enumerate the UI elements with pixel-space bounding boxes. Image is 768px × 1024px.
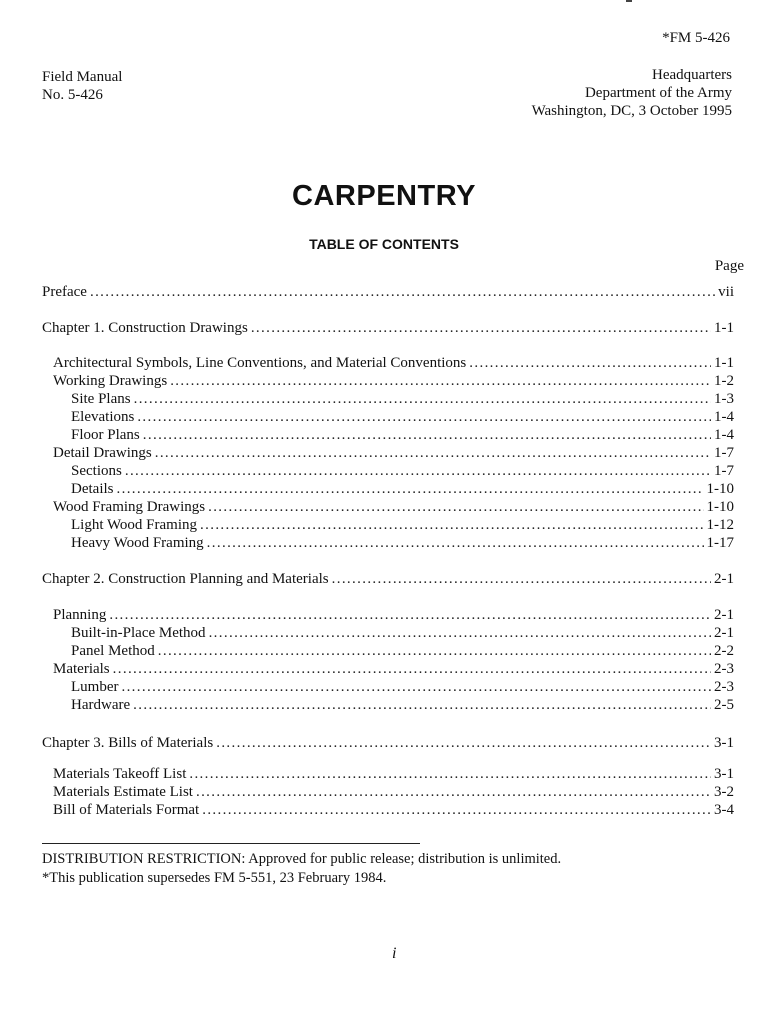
toc-entry[interactable]: [42, 462, 734, 480]
toc-entry[interactable]: [42, 319, 734, 337]
toc-entry-label: Detail Drawings: [53, 445, 152, 461]
toc-entry-label: Bill of Materials Format: [53, 802, 200, 818]
toc-entry[interactable]: [42, 283, 734, 301]
toc-entry[interactable]: [42, 660, 734, 678]
toc-entry-label: Light Wood Framing: [71, 517, 198, 533]
page-column-label: Page: [714, 258, 744, 274]
dot-leader: [137, 408, 711, 426]
toc-heading: TABLE OF CONTENTS: [309, 236, 459, 252]
toc-entry-label: Chapter 1. Construction Drawings: [42, 320, 248, 336]
toc-entry-label: Working Drawings: [53, 373, 168, 389]
toc-entry[interactable]: [42, 801, 734, 819]
dot-leader: [134, 390, 711, 408]
toc-entry-page: 2-5: [714, 697, 734, 713]
field-manual-number: No. 5-426: [42, 87, 103, 103]
toc-entry-page: 2-1: [714, 571, 734, 587]
dot-leader: [133, 696, 711, 714]
field-manual-label: Field Manual: [42, 69, 123, 85]
toc-entry[interactable]: [42, 498, 734, 516]
toc-entry[interactable]: [42, 678, 734, 696]
toc-entry-page: 1-3: [714, 391, 734, 407]
toc-entry-page: 2-3: [714, 661, 734, 677]
headquarters-label: Headquarters: [652, 67, 732, 83]
fm-number: *FM 5-426: [662, 30, 730, 46]
dot-leader: [143, 426, 711, 444]
dot-leader: [200, 516, 703, 534]
toc-entry-label: Chapter 3. Bills of Materials: [42, 735, 214, 751]
toc-entry-page: 1-17: [706, 535, 734, 551]
dot-leader: [117, 480, 704, 498]
toc-entry[interactable]: [42, 516, 734, 534]
dot-leader: [202, 801, 711, 819]
toc-entry-label: Chapter 2. Construction Planning and Materials: [42, 571, 329, 587]
page-number: i: [392, 945, 397, 962]
toc-entry-page: 2-2: [714, 643, 734, 659]
toc-entry[interactable]: [42, 570, 734, 588]
dot-leader: [158, 642, 711, 660]
toc-entry-label: Materials: [53, 661, 110, 677]
dot-leader: [189, 765, 711, 783]
location-date: Washington, DC, 3 October 1995: [531, 103, 732, 119]
toc-entry-label: Hardware: [71, 697, 131, 713]
dot-leader: [209, 624, 711, 642]
toc-entry[interactable]: [42, 408, 734, 426]
toc-entry-page: 2-1: [714, 607, 734, 623]
toc-entry[interactable]: [42, 783, 734, 801]
toc-entry[interactable]: [42, 624, 734, 642]
toc-entry-page: 2-3: [714, 679, 734, 695]
toc-entry-label: Preface: [42, 284, 87, 300]
toc-entry-page: 1-1: [714, 355, 734, 371]
department-label: Department of the Army: [584, 85, 732, 101]
toc-entry-page: 3-1: [714, 766, 734, 782]
footnote-rule: [42, 843, 420, 844]
toc-entry[interactable]: [42, 642, 734, 660]
dot-leader: [207, 534, 704, 552]
toc-entry-page: vii: [718, 284, 734, 300]
toc-entry[interactable]: [42, 534, 734, 552]
toc-entry-label: Materials Takeoff List: [53, 766, 187, 782]
toc-entry[interactable]: [42, 480, 734, 498]
dot-leader: [155, 444, 711, 462]
toc-entry[interactable]: [42, 390, 734, 408]
toc-entry[interactable]: [42, 354, 734, 372]
toc-entry-label: Panel Method: [71, 643, 155, 659]
footnote-block: [42, 850, 561, 888]
toc-entry-label: Floor Plans: [71, 427, 140, 443]
toc-entry-page: 1-12: [706, 517, 734, 533]
dot-leader: [208, 498, 703, 516]
toc-entry-label: Built-in-Place Method: [71, 625, 206, 641]
dot-leader: [196, 783, 711, 801]
toc-entry[interactable]: [42, 372, 734, 390]
dot-leader: [170, 372, 711, 390]
toc-entry-label: Sections: [71, 463, 122, 479]
toc-entry-page: 3-2: [714, 784, 734, 800]
document-title: CARPENTRY: [292, 180, 476, 212]
toc-entry-label: Elevations: [71, 409, 135, 425]
toc-entry-label: Architectural Symbols, Line Conventions, and Material Conventions: [53, 355, 467, 371]
dot-leader: [109, 606, 711, 624]
dot-leader: [121, 678, 711, 696]
toc-entry-page: 3-4: [714, 802, 734, 818]
dot-leader: [332, 570, 711, 588]
toc-entry[interactable]: [42, 765, 734, 783]
toc-entry-page: 1-10: [706, 499, 734, 515]
dot-leader: [125, 462, 711, 480]
toc-entry-label: Materials Estimate List: [53, 784, 193, 800]
dot-leader: [90, 283, 715, 301]
toc-entry-page: 1-2: [714, 373, 734, 389]
supersedes-note: *This publication supersedes FM 5-551, 23 February 1984.: [42, 870, 387, 886]
toc-entry-page: 1-4: [714, 427, 734, 443]
toc-entry[interactable]: [42, 696, 734, 714]
toc-entry-page: 1-10: [706, 481, 734, 497]
toc-entry-label: Details: [71, 481, 114, 497]
toc-entry-page: 1-1: [714, 320, 734, 336]
toc-entry-page: 1-7: [714, 463, 734, 479]
toc-entry[interactable]: [42, 444, 734, 462]
toc-entry-page: 1-4: [714, 409, 734, 425]
toc-entry-label: Site Plans: [71, 391, 131, 407]
dot-leader: [216, 734, 711, 752]
toc-entry-page: 1-7: [714, 445, 734, 461]
toc-entry-label: Heavy Wood Framing: [71, 535, 204, 551]
toc-entry-label: Wood Framing Drawings: [53, 499, 206, 515]
dot-leader: [469, 354, 711, 372]
dot-leader: [113, 660, 711, 678]
toc-entry-label: Lumber: [71, 679, 119, 695]
toc-entry-page: 3-1: [714, 735, 734, 751]
dot-leader: [251, 319, 711, 337]
toc-entry-label: Planning: [53, 607, 107, 623]
distribution-restriction: DISTRIBUTION RESTRICTION: Approved for public release; distribution is unlimited.: [42, 851, 562, 867]
toc-entry[interactable]: [42, 426, 734, 444]
toc-entry[interactable]: [42, 606, 734, 624]
toc-entry-page: 2-1: [714, 625, 734, 641]
toc-entry[interactable]: [42, 734, 734, 752]
